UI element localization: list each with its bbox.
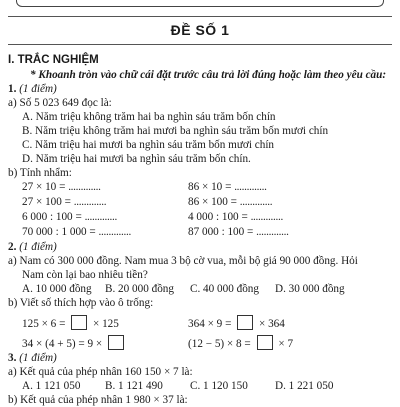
title-rule-bottom: [8, 44, 392, 45]
expr-post: × 364: [256, 318, 285, 330]
answer-box[interactable]: [237, 315, 253, 330]
expr-pre: 364 × 9 =: [188, 318, 235, 330]
q3a-option-a[interactable]: A. 1 121 050: [22, 380, 81, 392]
q1a-option-b[interactable]: B. Năm triệu không trăm hai mươi ba nghìn sáu trăm bốn mươi chín: [22, 125, 329, 137]
q3a-option-d[interactable]: D. 1 221 050: [275, 380, 334, 392]
answer-box[interactable]: [257, 335, 273, 350]
expr: 86 × 100 =: [188, 196, 240, 208]
q2b-right-0: [188, 315, 285, 331]
blank[interactable]: .............: [98, 226, 132, 238]
page-frame: [16, 0, 384, 7]
expr-post: × 7: [275, 338, 294, 350]
q1-heading: [8, 83, 57, 96]
q2-number: 2.: [8, 241, 17, 253]
q1b-left-3[interactable]: [22, 226, 131, 239]
blank[interactable]: .............: [234, 181, 267, 193]
blank[interactable]: .............: [73, 196, 107, 208]
expr: 70 000 : 1 000 =: [22, 226, 99, 238]
q2a-option-a[interactable]: A. 10 000 đồng: [22, 283, 92, 295]
expr: 4 000 : 100 =: [188, 211, 251, 223]
section-heading: I. TRẮC NGHIỆM: [8, 54, 99, 66]
q1b-right-0[interactable]: [188, 181, 267, 194]
instruction: * Khoanh tròn vào chữ cái đặt trước câu trả lời đúng hoặc làm theo yêu cầu:: [30, 69, 387, 81]
expr: 6 000 : 100 =: [22, 211, 85, 223]
q1b-left-2[interactable]: [22, 211, 117, 224]
q2-points: (1 điểm): [19, 241, 57, 253]
q1-number: 1.: [8, 83, 17, 95]
q1b-right-1[interactable]: [188, 196, 272, 209]
q1b-prompt: b) Tính nhẩm:: [8, 167, 72, 179]
expr-post: × 125: [90, 318, 119, 330]
expr: 27 × 10 =: [22, 181, 69, 193]
q1a-option-d[interactable]: D. Năm triệu hai mươi ba nghìn sáu trăm bốn chín.: [22, 153, 251, 165]
blank[interactable]: .............: [68, 181, 101, 193]
expr: 86 × 10 =: [188, 181, 235, 193]
q2a-prompt-line2: Nam còn lại bao nhiêu tiền?: [22, 269, 148, 281]
q3a-prompt: a) Kết quả của phép nhân 160 150 × 7 là:: [8, 366, 193, 378]
q1b-left-0[interactable]: [22, 181, 101, 194]
q3a-option-c[interactable]: C. 1 120 150: [190, 380, 248, 392]
q2a-option-b[interactable]: B. 20 000 đồng: [105, 283, 174, 295]
answer-box[interactable]: [108, 335, 124, 350]
q2b-left-1: [22, 335, 127, 351]
q3b-prompt: b) Kết quả của phép nhân 1 980 × 37 là:: [8, 394, 188, 406]
q1a-prompt: a) Số 5 023 649 đọc là:: [8, 97, 112, 109]
answer-box[interactable]: [71, 315, 87, 330]
q1b-right-2[interactable]: [188, 211, 283, 224]
q2b-prompt: b) Viết số thích hợp vào ô trống:: [8, 297, 154, 309]
blank[interactable]: .............: [239, 196, 273, 208]
q3-number: 3.: [8, 352, 17, 364]
q1b-right-3[interactable]: [188, 226, 289, 239]
q1a-option-a[interactable]: A. Năm triệu không trăm hai ba nghìn sáu trăm bốn chín: [22, 111, 276, 123]
q3a-option-b[interactable]: B. 1 121 490: [105, 380, 163, 392]
expr-pre: 34 × (4 + 5) = 9 ×: [22, 338, 106, 350]
q1b-left-1[interactable]: [22, 196, 106, 209]
q2b-right-1: [188, 335, 293, 351]
expr: 27 × 100 =: [22, 196, 74, 208]
q3-points: (1 điểm): [19, 352, 57, 364]
q1-points: (1 điểm): [19, 83, 57, 95]
q2a-option-c[interactable]: C. 40 000 đồng: [190, 283, 259, 295]
blank[interactable]: .............: [256, 226, 289, 238]
q2b-left-0: [22, 315, 119, 331]
q2a-prompt-line1: a) Nam có 300 000 đồng. Nam mua 3 bộ cờ vua, mỗi bộ giá 90 000 đồng. Hỏi: [8, 255, 358, 267]
expr-pre: (12 − 5) × 8 =: [188, 338, 254, 350]
q2a-option-d[interactable]: D. 30 000 đồng: [275, 283, 345, 295]
title-rule-top: [8, 16, 392, 17]
page-title: ĐỀ SỐ 1: [170, 22, 230, 38]
expr-pre: 125 × 6 =: [22, 318, 69, 330]
q3-heading: [8, 352, 57, 365]
expr: 87 000 : 100 =: [188, 226, 257, 238]
q2-heading: [8, 241, 57, 254]
blank[interactable]: .............: [84, 211, 118, 223]
q1a-option-c[interactable]: C. Năm triệu hai mươi ba nghìn sáu trăm bốn mươi chín: [22, 139, 275, 151]
blank[interactable]: .............: [250, 211, 284, 223]
